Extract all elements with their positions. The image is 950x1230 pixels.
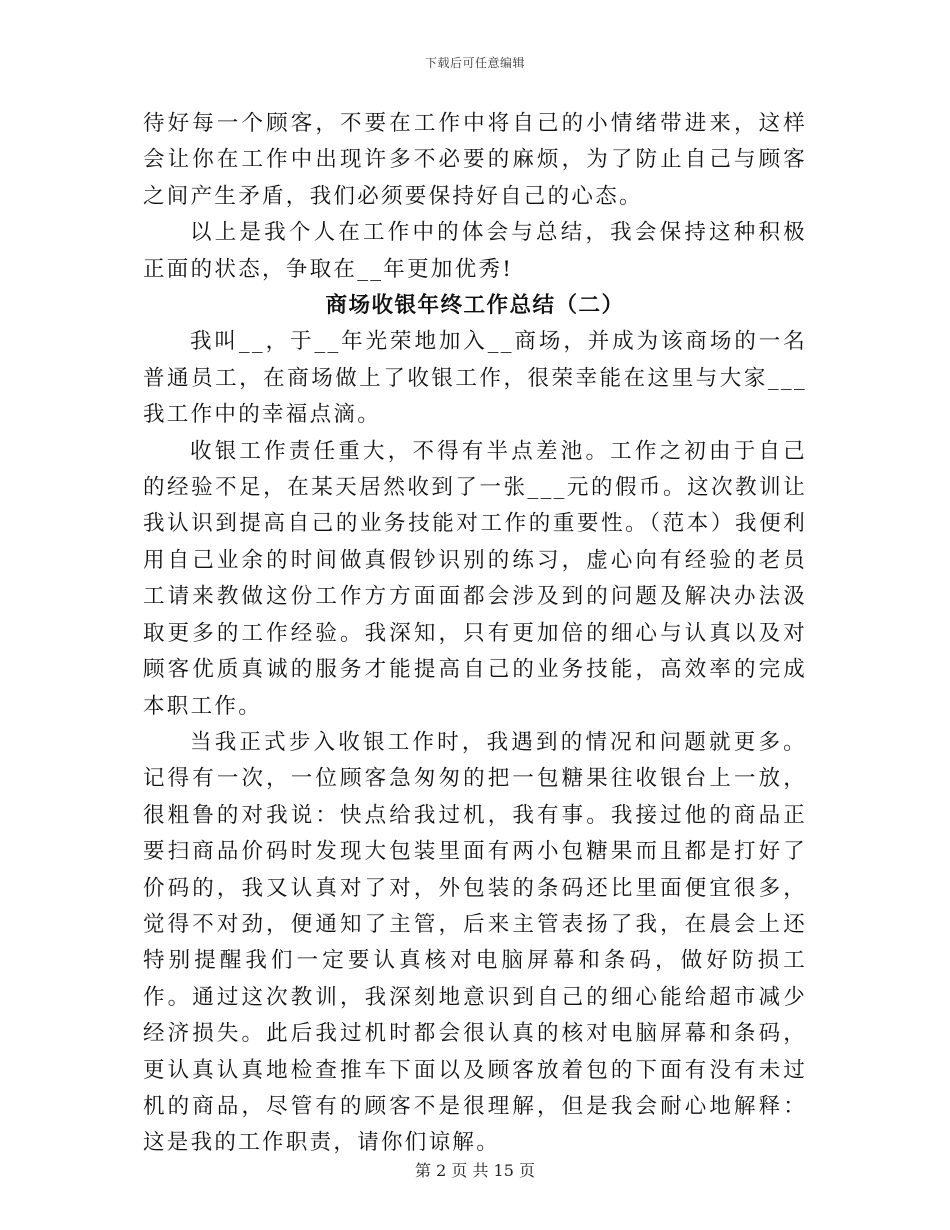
paragraph-experience: 收银工作责任重大，不得有半点差池。工作之初由于自己的经验不足，在某天居然收到了一张___元的假币。这次教训让我认识到提高自己的业务技能对工作的重要性。（范本）我便利用自己业余的时间做真假钞识别的练习，虚心向有经验的老员工请来教做这份工作方方面面都会涉及到的问题及解决办法汲取更多的工作经验。我深知，只有更加倍的细心与认真以及对顾客优质真诚的服务才能提高自己的业务技能，高效率的完成本职工作。 — [143, 438, 807, 719]
header-note: 下载后可任意编辑 — [424, 56, 525, 70]
paragraph-conclusion: 以上是我个人在工作中的体会与总结，我会保持这种积极正面的状态，争取在__年更加优秀! — [143, 220, 807, 282]
paragraph-continuation: 待好每一个顾客，不要在工作中将自己的小情绪带进来，这样会让你在工作中出现许多不必要的麻烦，为了防止自己与顾客之间产生矛盾，我们必须要保持好自己的心态。 — [143, 111, 807, 209]
paragraph-incident: 当我正式步入收银工作时，我遇到的情况和问题就更多。记得有一次，一位顾客急匆匆的把一包糖果往收银台上一放，很粗鲁的对我说：快点给我过机，我有事。我接过他的商品正要扫商品价码时发现大包装里面有两小包糖果而且都是打好了价码的，我又认真对了对，外包装的条码还比里面便宜很多，觉得不对劲，便通知了主管，后来主管表扬了我，在晨会上还特别提醒我们一定要认真核对电脑屏幕和条码，做好防损工作。通过这次教训，我深刻地意识到自己的细心能给超市减少经济损失。此后我过机时都会很认真的核对电脑屏幕和条码，更认真认真地检查推车下面以及顾客放着包的下面有没有未过机的商品，尽管有的顾客不是很理解，但是我会耐心地解释：这是我的工作职责，请你们谅解。 — [143, 729, 807, 1156]
page-number: 第 2 页 共 15 页 — [415, 1161, 535, 1180]
section-title: 商场收银年终工作总结（二） — [325, 293, 625, 319]
paragraph-introduction: 我叫__，于__年光荣地加入__商场，并成为该商场的一名普通员工，在商场做上了收银工作，很荣幸能在这里与大家___我工作中的幸福点滴。 — [143, 329, 807, 428]
document-body — [143, 106, 807, 1162]
